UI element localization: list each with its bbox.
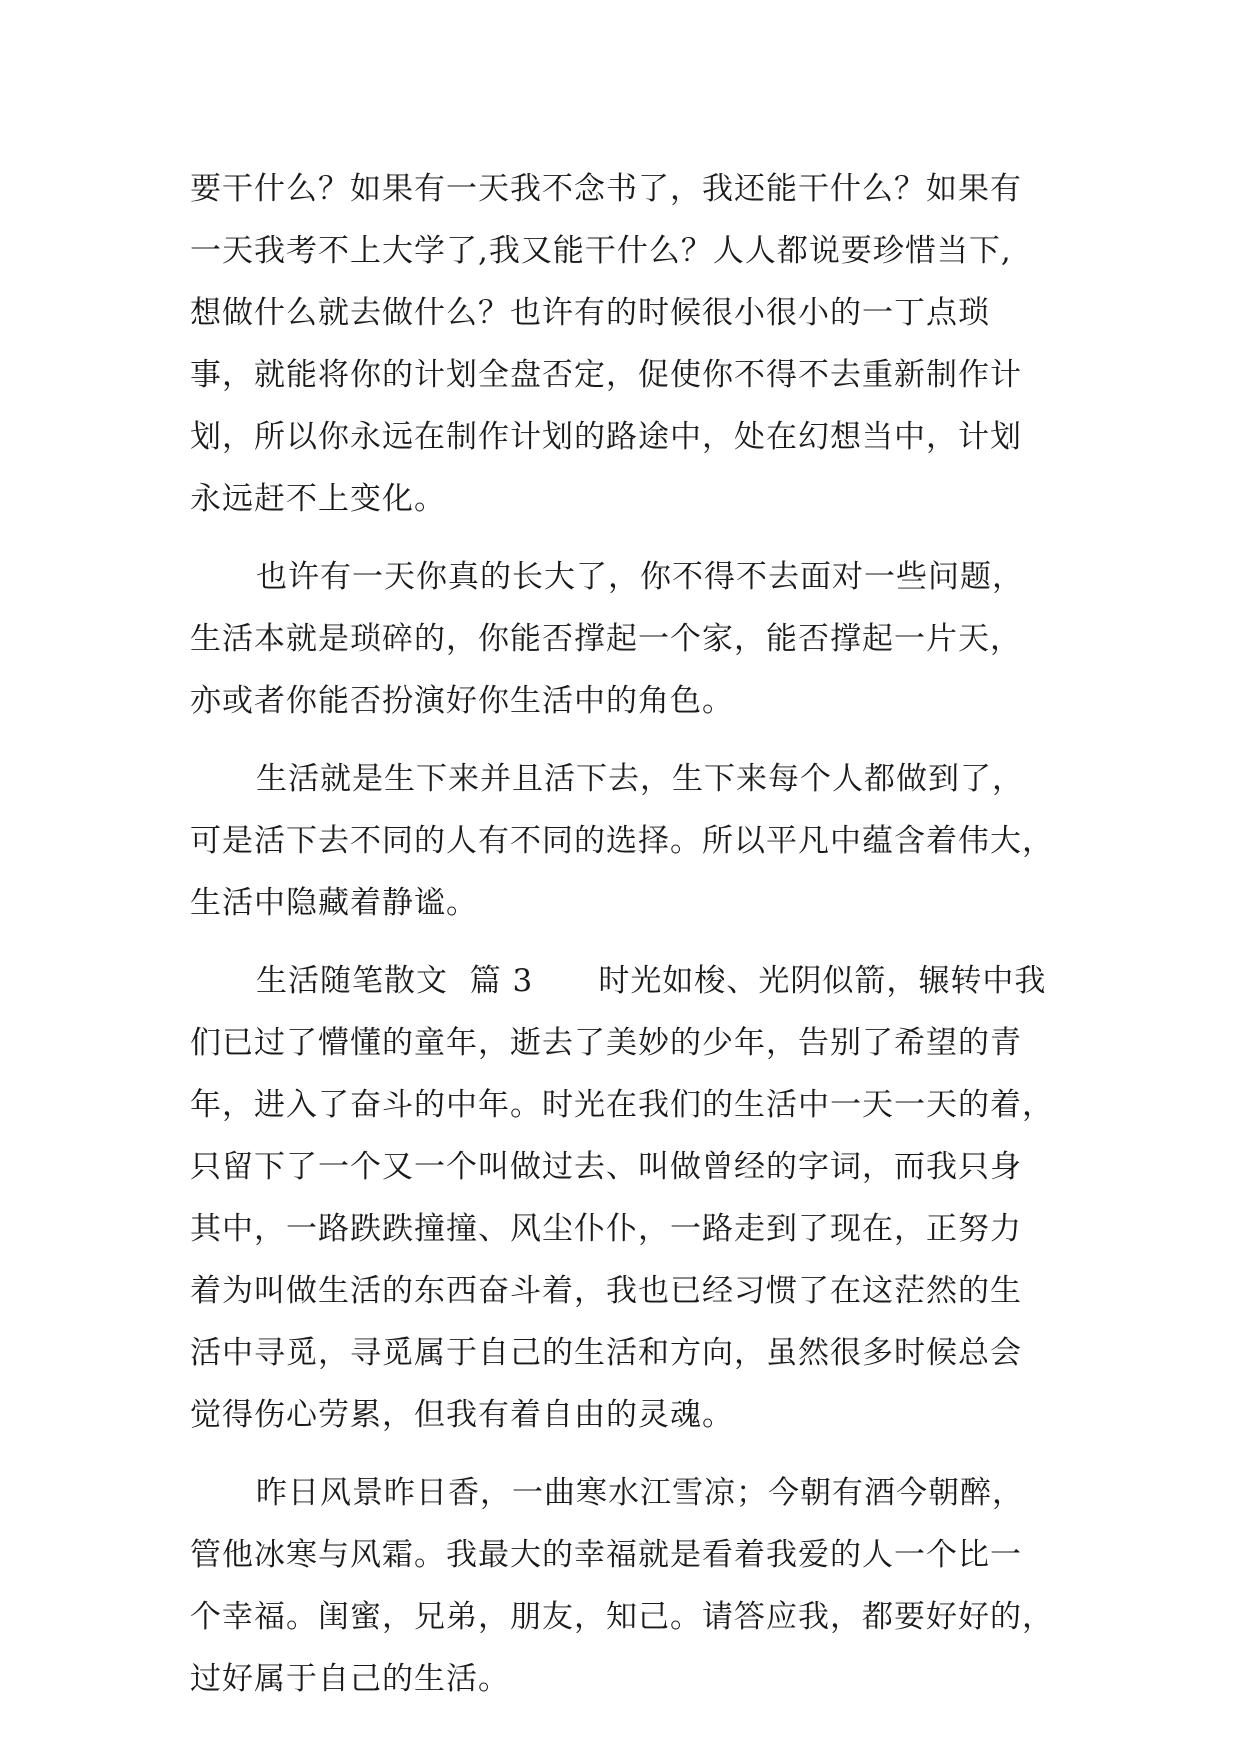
text-line: 其中，一路跌跌撞撞、风尘仆仆，一路走到了现在，正努力 [190,1211,1022,1247]
text-line: 生活就是生下来并且活下去，生下来每个人都做到了， [256,761,1024,797]
text-line: 活中寻觅，寻觅属于自己的生活和方向，虽然很多时候总会 [190,1335,1022,1371]
text-line: 永远赶不上变化。 [190,481,446,517]
text-line: 只留下了一个又一个叫做过去、叫做曾经的字词，而我只身 [190,1149,1022,1185]
paragraph-2 [190,546,1080,732]
text-line: 过好属于自己的生活。 [190,1661,510,1697]
text-line: 生活随笔散文 篇 3 时光如梭、光阴似箭，辗转中我 [256,963,1047,999]
text-line: 划，所以你永远在制作计划的路途中，处在幻想当中，计划 [190,419,1022,455]
paragraph-gap [190,1446,1080,1462]
text-line: 们已过了懵懂的童年，逝去了美妙的少年，告别了希望的青 [190,1025,1022,1061]
text-line: 年，进入了奋斗的中年。时光在我们的生活中一天一天的着， [190,1087,1054,1123]
paragraph-5 [190,1462,1080,1710]
text-line: 个幸福。闺蜜，兄弟，朋友，知己。请答应我，都要好好的， [190,1599,1054,1635]
text-line: 想做什么就去做什么？也许有的时候很小很小的一丁点琐 [190,295,990,331]
paragraph-1 [190,158,1080,530]
paragraph-gap [190,934,1080,950]
text-line: 觉得伤心劳累，但我有着自由的灵魂。 [190,1397,734,1433]
text-line: 着为叫做生活的东西奋斗着，我也已经习惯了在这茫然的生 [190,1273,1022,1309]
paragraph-gap [190,530,1080,546]
text-line: 要干什么？如果有一天我不念书了，我还能干什么？如果有 [190,171,1022,207]
text-line: 生活中隐藏着静谧。 [190,885,478,921]
paragraph-3 [190,748,1080,934]
paragraph-4 [190,950,1080,1446]
text-line: 事，就能将你的计划全盘否定，促使你不得不去重新制作计 [190,357,1022,393]
document-body [190,158,1080,1710]
text-line: 昨日风景昨日香，一曲寒水江雪凉；今朝有酒今朝醉， [256,1475,1024,1511]
text-line: 可是活下去不同的人有不同的选择。所以平凡中蕴含着伟大， [190,823,1054,859]
text-line: 亦或者你能否扮演好你生活中的角色。 [190,683,734,719]
text-line: 管他冰寒与风霜。我最大的幸福就是看着我爱的人一个比一 [190,1537,1022,1573]
text-line: 也许有一天你真的长大了，你不得不去面对一些问题， [256,559,1024,595]
text-line: 生活本就是琐碎的，你能否撑起一个家，能否撑起一片天， [190,621,1022,657]
paragraph-gap [190,732,1080,748]
text-line: 一天我考不上大学了,我又能干什么？人人都说要珍惜当下, [190,233,1012,269]
